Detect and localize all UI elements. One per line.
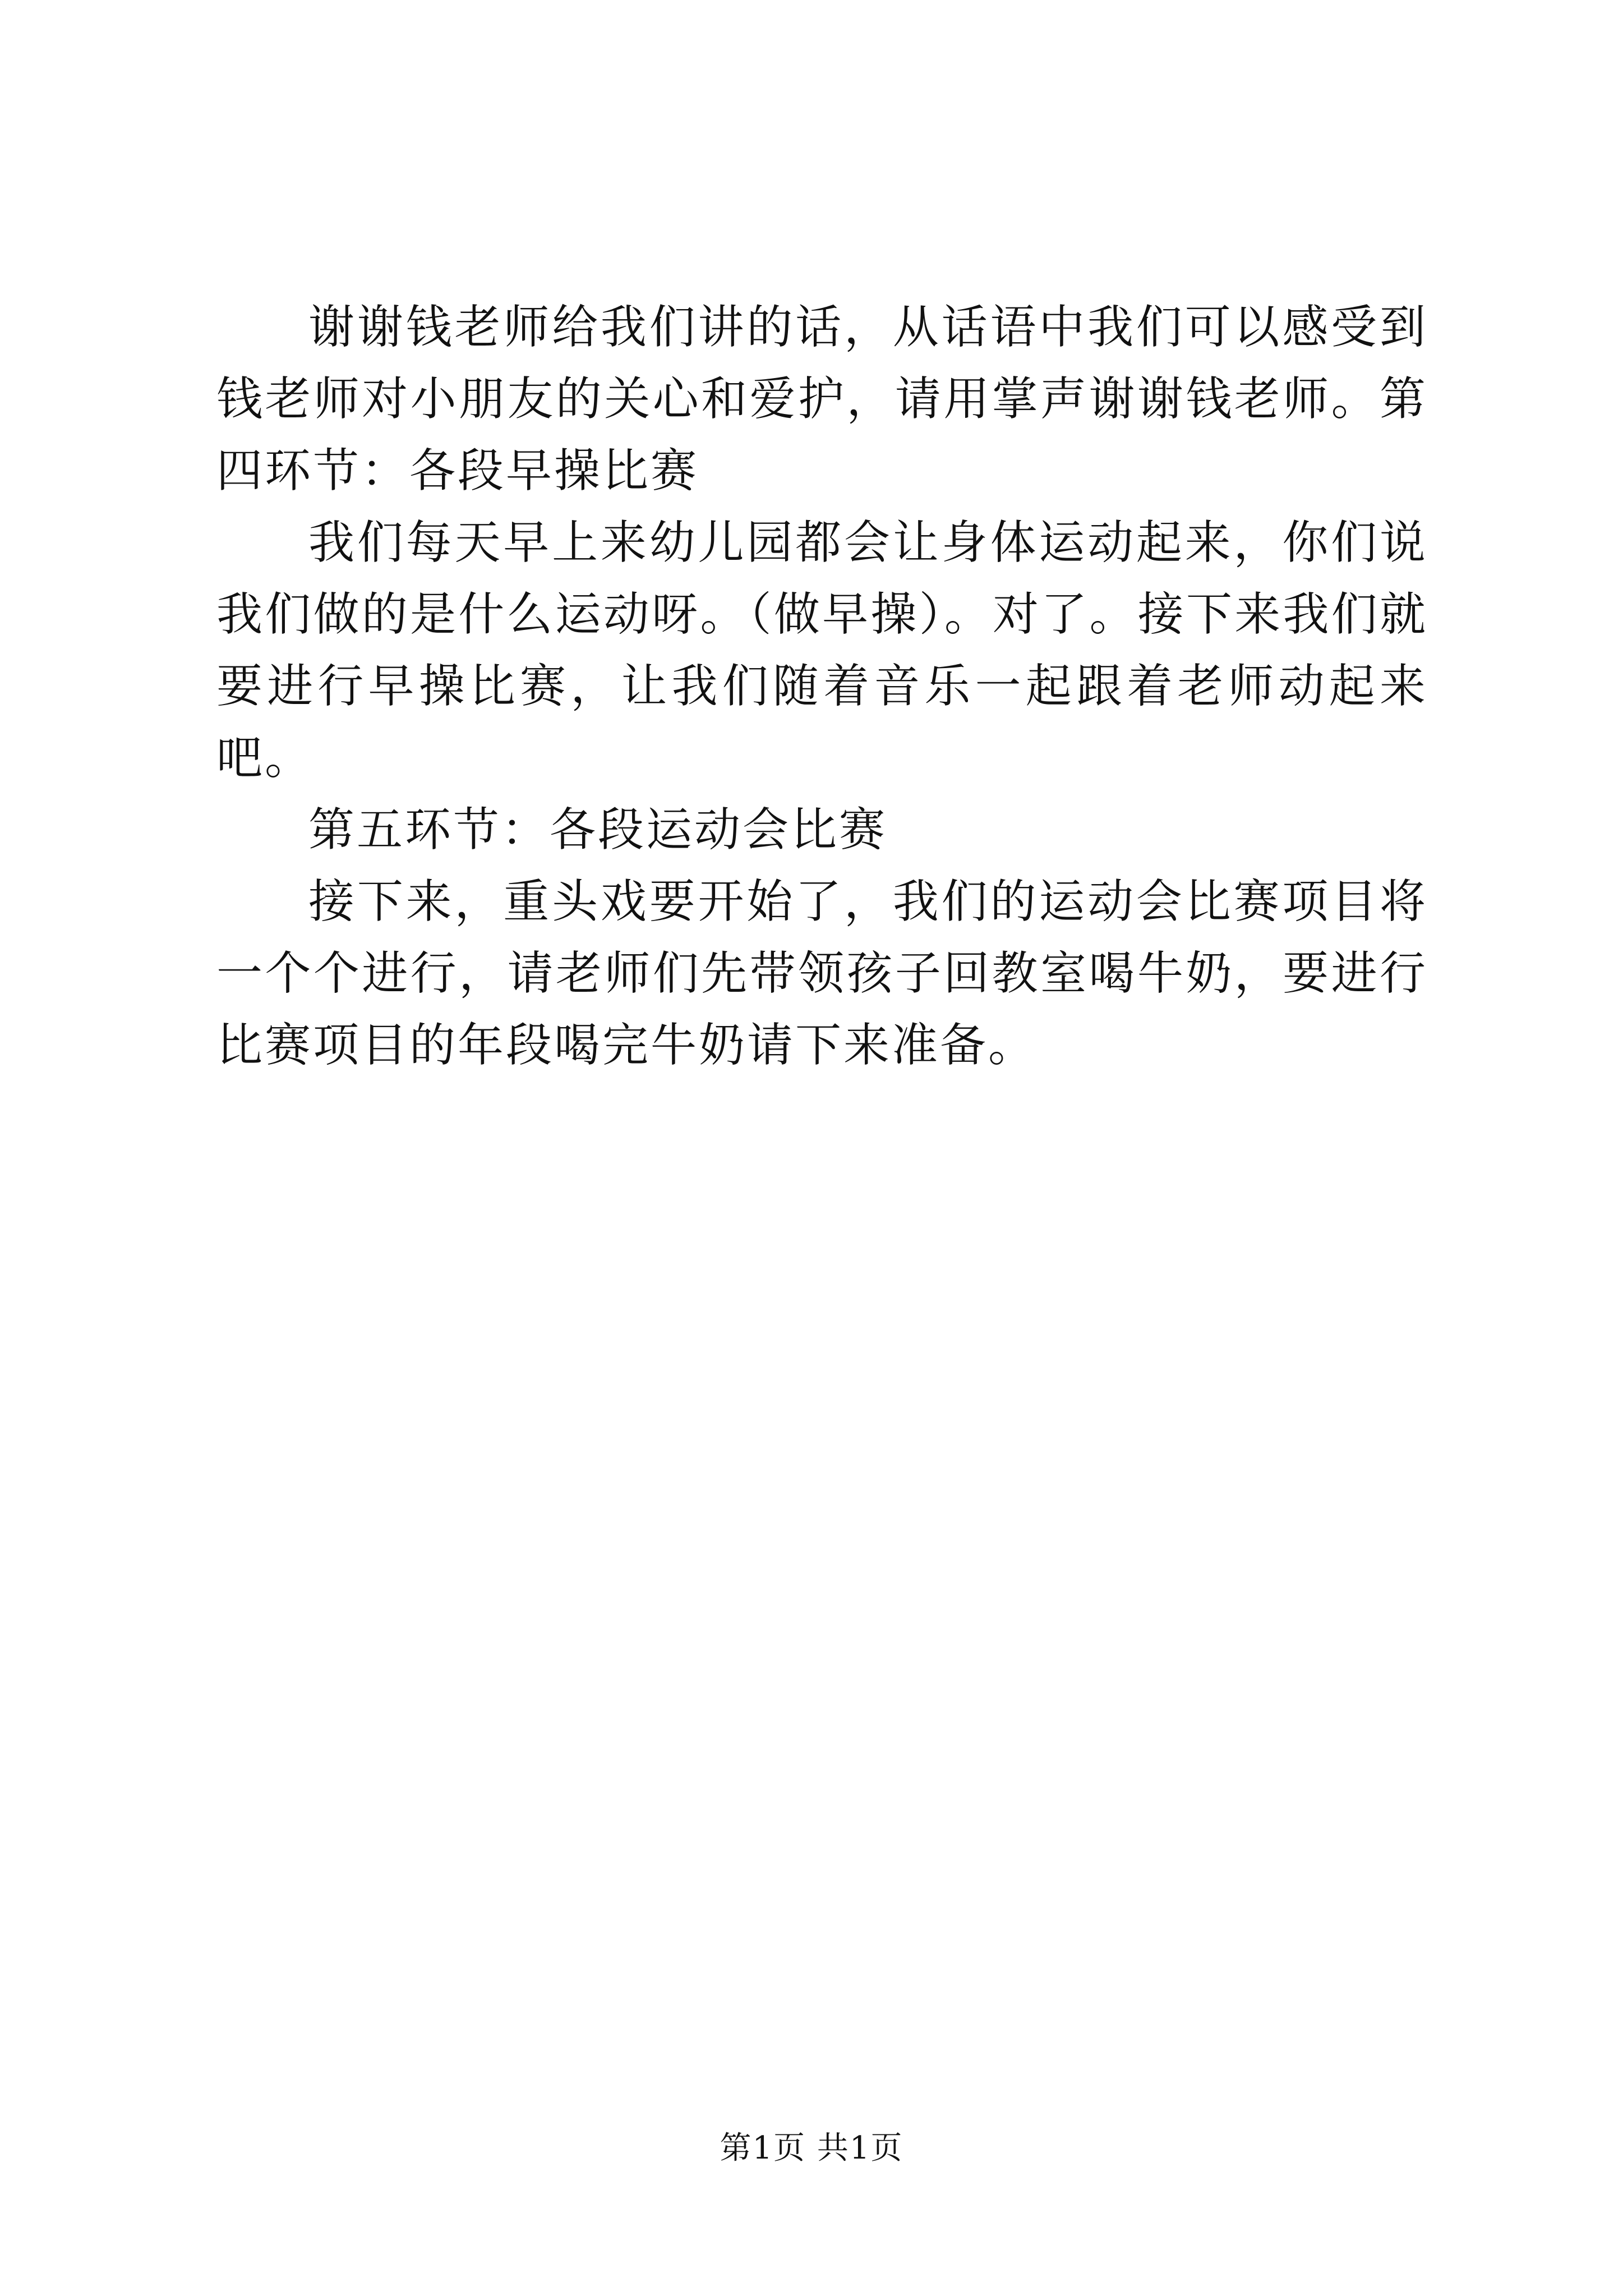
paragraph-4: 接下来，重头戏要开始了，我们的运动会比赛项目将一个个进行，请老师们先带领孩子回教室喝牛奶，要进行比赛项目的年段喝完牛奶请下来准备。 [216,875,1428,1072]
paragraph-1: 谢谢钱老师给我们讲的话，从话语中我们可以感受到钱老师对小朋友的关心和爱护，请用掌声谢谢钱老师。第四环节：各段早操比赛 [216,301,1428,498]
section-heading-5: 第五环节：各段运动会比赛 [308,803,888,857]
page-footer: 第1页 共1页 [720,2130,903,2166]
document-body [216,292,1428,1082]
paragraph-2: 我们每天早上来幼儿园都会让身体运动起来，你们说我们做的是什么运动呀。（做早操）。对了。接下来我们就要进行早操比赛，让我们随着音乐一起跟着老师动起来吧。 [216,516,1428,785]
